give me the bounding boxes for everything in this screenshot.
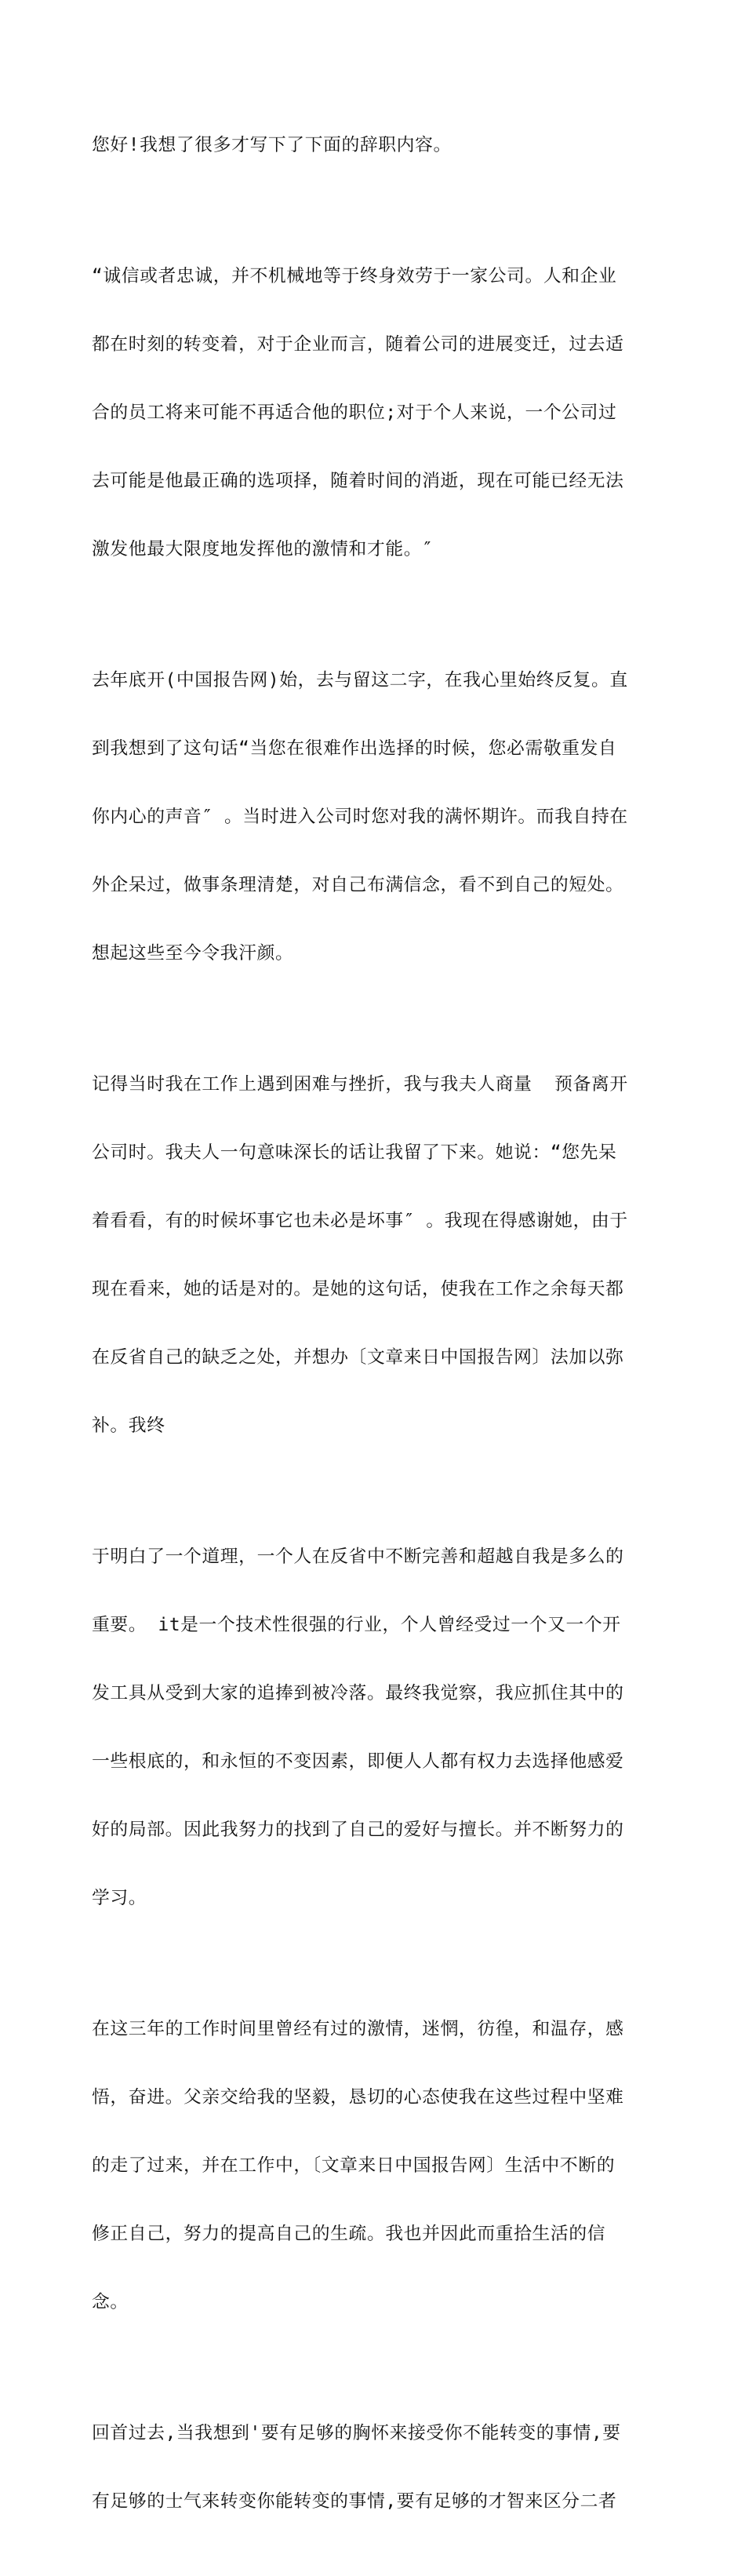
text-line: “诚信或者忠诚，并不机械地等于终身效劳于一家公司。人和企业 [92,266,617,286]
text-line: 于明白了一个道理，一个人在反省中不断完善和超越自我是多么的 [92,1547,624,1567]
text-line: 想起这些至今令我汗颜。 [92,943,294,964]
text-line: 发工具从受到大家的追捧到被冷落。最终我觉察，我应抓住其中的 [92,1683,624,1703]
text-line: 外企呆过，做事条理清楚，对自己布满信念，看不到自己的短处。 [92,875,624,895]
text-line: 有足够的士气来转变你能转变的事情,要有足够的才智来区分二者 [92,2491,617,2512]
text-line: 的走了过来，并在工作中，〔文章来日中国报告网〕生活中不断的 [92,2155,616,2176]
document-body [92,89,656,2576]
text-line: 到我想到了这句话“当您在很难作出选择的时候，您必需敬重发自 [92,738,617,759]
body-paragraph [92,1028,656,1483]
body-paragraph [92,2377,656,2559]
text-line: 你内心的声音″ 。当时进入公司时您对我的满怀期许。而我自持在 [92,807,628,827]
text-line: 回首过去,当我想到'要有足够的胸怀来接受你不能转变的事情,要 [92,2423,621,2443]
text-line: 补。我终 [92,1416,165,1436]
text-line: 悟，奋进。父亲交给我的坚毅，恳切的心态使我在这些过程中坚难 [92,2087,624,2108]
greeting-paragraph [92,89,656,202]
text-line: 学习。 [92,1888,147,1908]
text-line: 去可能是他最正确的选项择，随着时间的消逝，现在可能已经无法 [92,471,624,491]
text-line: 都在时刻的转变着，对于企业而言，随着公司的进展变迁，过去适 [92,334,624,355]
text-line: 好的局部。因此我努力的找到了自己的爱好与擅长。并不断努力的 [92,1820,624,1840]
text-line: 合的员工将来可能不再适合他的职位;对于个人来说，一个公司过 [92,403,617,423]
text-line: 去年底开(中国报告网)始，去与留这二字，在我心里始终反复。直 [92,670,628,690]
text-line: 在这三年的工作时间里曾经有过的激情，迷惘，彷徨，和温存，感 [92,2019,624,2039]
text-line: 现在看来，她的话是对的。是她的这句话，使我在工作之余每天都 [92,1279,624,1299]
text-line: 重要。 it是一个技术性很强的行业，个人曾经受过一个又一个开 [92,1615,621,1635]
body-paragraph [92,624,656,1011]
quote-paragraph [92,220,656,607]
text-line: 着看看，有的时候坏事它也未必是坏事″ 。我现在得感谢她，由于 [92,1211,628,1231]
text-line: 一些根底的，和永恒的不变因素，即便人人都有权力去选择他感爱 [92,1751,624,1772]
text-line: 激发他最大限度地发挥他的激情和才能。″ [92,539,434,559]
body-paragraph [92,1500,656,1955]
text-line: 修正自己，努力的提高自己的生疏。我也并因此而重拾生活的信 [92,2224,606,2244]
text-line: 您好!我想了很多才写下了下面的辞职内容。 [92,135,452,155]
text-line: 记得当时我在工作上遇到困难与挫折，我与我夫人商量 预备离开 [92,1074,628,1095]
body-paragraph [92,1973,656,2359]
text-line: 在反省自己的缺乏之处，并想办〔文章来日中国报告网〕法加以弥 [92,1347,624,1368]
text-line: 公司时。我夫人一句意味深长的话让我留了下来。她说：“您先呆 [92,1142,617,1163]
text-line: 念。 [92,2292,129,2312]
